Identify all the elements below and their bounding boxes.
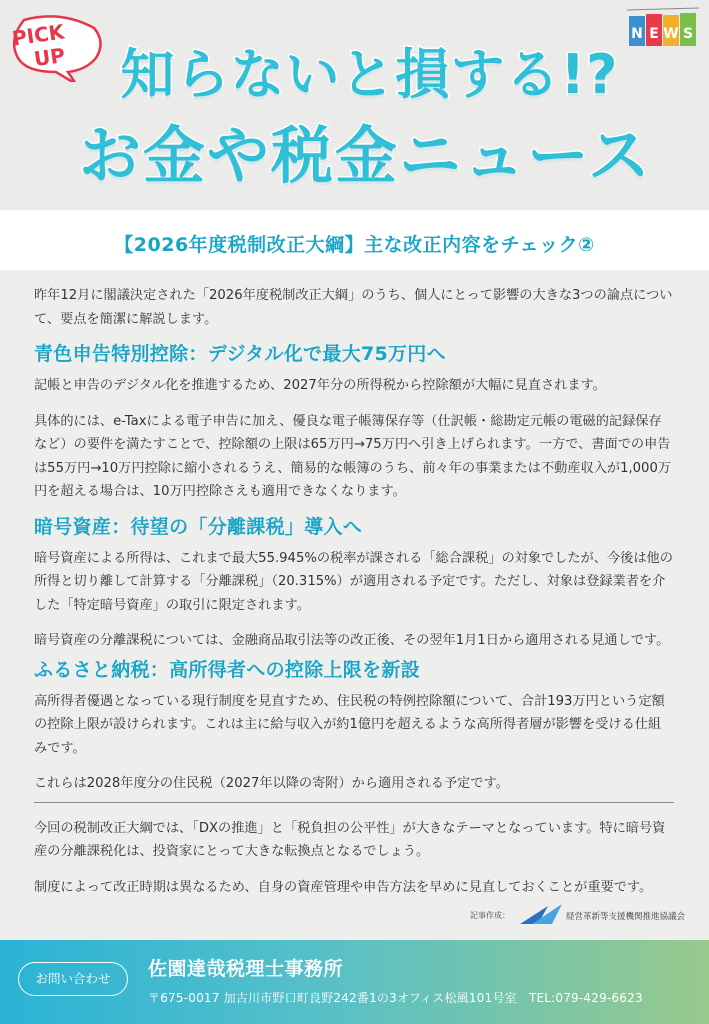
section-paragraph: 具体的には、e-Taxによる電子申告に加え、優良な電子帳簿保存等（仕訳帳・総勘定元帳の電磁的記録保存など）の要件を満たすことで、控除額の上限は65万円→75万円へ引き上げられます。一方で、書面での申告は55万円→10万円控除に縮小されるうえ、簡易的な帳簿のうち、前々年の事業または不動産収入が1,000万円を超える場合は、10万円控除さえも適用できなくなります。: [34, 413, 672, 499]
subtitle-bar: [0, 210, 709, 270]
pickup-text-1: PICK: [10, 19, 66, 51]
contact-button[interactable]: お問い合わせ: [18, 962, 128, 996]
article-credit: [470, 902, 700, 930]
news-letter: W: [663, 26, 679, 42]
news-letter: S: [682, 26, 694, 42]
section-heading-blue-return: 青色申告特別控除：デジタル化で最大75万円へ: [34, 343, 446, 365]
section-paragraph: 高所得者優遇となっている現行制度を見直すため、住民税の特例控除額について、合計193万円という定額の控除上限が設けられます。これは主に給与収入が約1億円を超えるような高所得者層が影響を受ける仕組みです。: [34, 693, 665, 756]
summary-paragraph: 今回の税制改正大綱では、「DXの推進」と「税負担の公平性」が大きなテーマとなっています。特に暗号資産の分離課税化は、投資家にとって大きな転換点となるでしょう。: [34, 820, 666, 859]
section-paragraph: 記帳と申告のデジタル化を推進するため、2027年分の所得税から控除額が大幅に見直されます。: [34, 378, 606, 393]
section-paragraph: これらは2028年度分の住民税（2027年以降の寄附）から適用される予定です。: [34, 776, 509, 791]
office-address: 〒675-0017 加古川市野口町良野242番1の3オフィス松風101号室 TEL:079-429-6623: [148, 991, 643, 1005]
page-footer: [0, 940, 709, 1024]
section-heading-crypto: 暗号資産：待望の「分離課税」導入へ: [34, 515, 363, 538]
section-paragraph: 暗号資産による所得は、これまで最大55.945%の税率が課される「総合課税」の対象でしたが、今後は他の所得と切り離して計算する「分離課税」（20.315%）が適用される予定です。ただし、対象は登録業者を介した「特定暗号資産」の取引に限定されます。: [34, 550, 673, 613]
office-name: 佐園達哉税理士事務所: [148, 958, 344, 980]
intro-paragraph: 昨年12月に閣議決定された「2026年度税制改正大綱」のうち、個人にとって影響の大きな3つの論点について、要点を簡潔に解説します。: [34, 288, 673, 327]
summary-paragraph: 制度によって改正時期は異なるため、自身の資産管理や申告方法を早めに見直しておくことが重要です。: [34, 879, 653, 895]
credit-organization: 経営革新等支援機関推進協議会: [566, 912, 686, 922]
divider: [34, 802, 674, 803]
credit-label: 記事作成：: [470, 911, 510, 920]
section-paragraph: 暗号資産の分離課税については、金融商品取引法等の改正後、その翌年1月1日から適用される見通しです。: [34, 633, 670, 648]
pickup-text-2: UP: [32, 42, 67, 72]
section-heading-furusato: ふるさと納税：高所得者への控除上限を新設: [34, 658, 421, 681]
article-body: [34, 284, 674, 911]
organization-logo-icon: [518, 902, 564, 926]
main-title-line-2: お金や税金ニュース: [79, 119, 652, 192]
article-subtitle: 【2026年度税制改正大綱】主な改正内容をチェック②: [114, 234, 595, 256]
page-header: [0, 0, 709, 210]
news-letter: E: [649, 26, 659, 42]
news-letter: N: [631, 26, 643, 42]
main-title-line-1: 知らないと損する!?: [120, 43, 619, 106]
